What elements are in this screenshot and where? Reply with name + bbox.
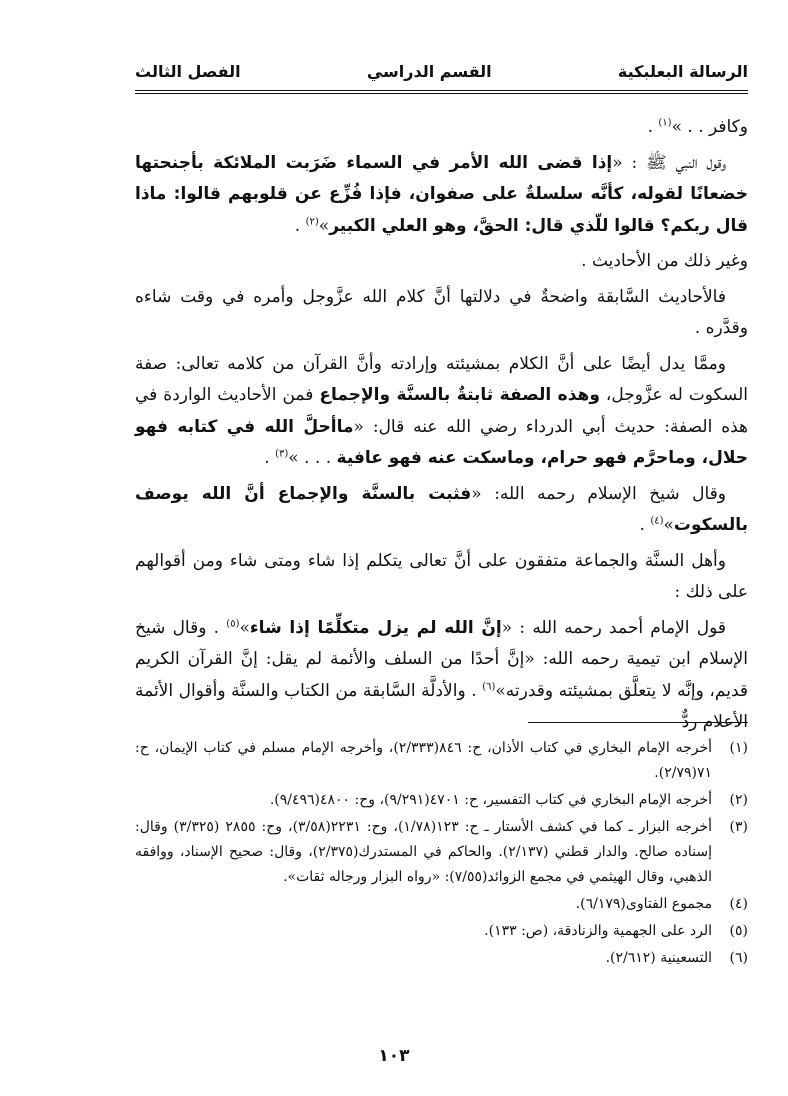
- footnote-ref: (٦): [482, 680, 496, 692]
- page-number: ١٠٣: [378, 1046, 410, 1066]
- footnote-number: (١): [729, 740, 748, 756]
- quote: فثبت بالسنَّة والإجماع أنَّ الله يوصف بالسكوت: [135, 483, 748, 535]
- footnote-ref: (١): [658, 117, 672, 129]
- footnote-ref: (٥): [226, 617, 240, 629]
- footnote: [135, 736, 748, 786]
- footnote-text: أخرجه البزار ـ كما في كشف الأستار ـ ح: ١٢٣(١/٧٨)، وح: ٢٢٣١(٣/٥٨)، وح: ٢٨٥٥ (٣/٣٢٥) وقال: إسناده صالح. والدار قطني (٢/١٣٧). والحاكم في المستدرك(٢/٣٧٥)، وقال: صحيح الإسناد، ووافقه الذهبي، وقال الهيثمي في مجمع الزوائد(٧/٥٥): «رواه البزار ورجاله ثقات».: [135, 819, 712, 885]
- footnote-number: (٣): [729, 819, 748, 835]
- paragraph: قول الإمام أحمد رحمه الله : «إنَّ الله لم يزل متكلِّمًا إذا شاء»$^{(٥)}$ . وقال شيخ الإسلام ابن تيمية رحمه الله: «إنَّ أحدًا من السلف والأئمة لم يقل: إنَّ القرآن الكريم قديم، وإنَّه لا يتعلَّق بمشيئته وقدرته»$^{(٦)}$ . والأدلَّة السَّابقة من الكتاب والسنَّة وأقوال الأئمة الأعلام ردٌّ: [135, 617, 748, 732]
- footnote-number: (٤): [729, 896, 748, 912]
- footnote-text: أخرجه الإمام البخاري في كتاب الأذان، ح: ٨٤٦(٢/٣٣٣)، وأخرجه الإمام مسلم في كتاب الإيمان، ح: ٧١(٢/٧٩).: [135, 740, 712, 781]
- paragraph: وقول النبي ﷺ : «إذا قضى الله الأمر في السماء ضَرَبت الملائكة بأجنحتها خضعانًا لقوله، كأنَّه سلسلةٌ على صفوان، فإذا فُزِّع عن قلوبهم قالوا: ماذا قال ربكم؟ قالوا للّذي قال: الحقَّ، وهو العلي الكبير»$^{(٢)}$ .: [135, 152, 748, 236]
- header-rule: [135, 90, 748, 91]
- footnote-number: (٥): [729, 923, 748, 939]
- footnote-text: الرد على الجهمية والزنادقة، (ص: ١٣٣).: [484, 923, 712, 939]
- quote: إنَّ الله لم يزل متكلِّمًا إذا شاء: [249, 617, 502, 638]
- header-rule-thin: [135, 93, 748, 94]
- header-chapter-title: الفصل الثالث: [135, 61, 241, 81]
- main-text: [135, 112, 748, 743]
- paragraph: وكافر . . »$^{(١)}$ .: [647, 117, 748, 137]
- paragraph: وأهل السنَّة والجماعة متفقون على أنَّ تعالى يتكلم إذا شاء ومتى شاء ومن أقوالهم على ذلك :: [135, 550, 748, 602]
- footnote-number: (٢): [729, 792, 748, 808]
- footnote: [135, 788, 748, 813]
- footnote: [135, 946, 748, 971]
- emphasis: وهذه الصفة ثابتةٌ بالسنَّة والإجماع: [319, 385, 600, 405]
- paragraph: وغير ذلك من الأحاديث .: [581, 251, 748, 271]
- header-book-title: الرسالة البعلبكية: [617, 61, 748, 81]
- paragraph: وممَّا يدل أيضًا على أنَّ الكلام بمشيئته وإرادته وأنَّ القرآن من كلامه تعالى: صفة السكوت له عزَّوجل، وهذه الصفة ثابتةٌ بالسنَّة والإجماع فمن الأحاديث الواردة في هذه الصفة: حديث أبي الدرداء رضي الله عنه قال: «ماأحلَّ الله في كتابه فهو حلال، وماحرَّم فهو حرام، وماسكت عنه فهو عافية . . . »$^{(٣)}$ .: [135, 353, 748, 468]
- hadith-quote: إذا قضى الله الأمر في السماء ضَرَبت الملائكة بأجنحتها خضعانًا لقوله، كأنَّه سلسلةٌ على صفوان، فإذا فُزِّع عن قلوبهم قالوا: ماذا قال ربكم؟ قالوا للّذي قال: الحقَّ، وهو العلي الكبير: [135, 152, 748, 236]
- footnote-text: مجموع الفتاوى(٦/١٧٩).: [575, 896, 712, 912]
- hadith-quote: ماأحلَّ الله في كتابه فهو حلال، وماحرَّم فهو حرام، وماسكت عنه فهو عافية: [135, 416, 748, 468]
- footnote-ref: (٤): [650, 515, 664, 527]
- footnote-text: التسعينية (٢/٦١٢).: [605, 950, 712, 966]
- footnote: [135, 815, 748, 890]
- footnote-ref: (٣): [275, 448, 289, 460]
- header-section-title: القسم الدراسي: [366, 61, 492, 81]
- footnote-text: أخرجه الإمام البخاري في كتاب التفسير، ح: ٤٧٠١(٩/٢٩١)، وح: ٤٨٠٠(٩/٤٩٦).: [269, 792, 712, 808]
- running-header: [135, 58, 748, 84]
- footnote-number: (٦): [729, 950, 748, 966]
- footnote: [135, 892, 748, 917]
- paragraph: فالأحاديث السَّابقة واضحةٌ في دلالتها أنَّ كلام الله عزَّوجل وأمره في وقت شاءه وقدَّره .: [135, 286, 748, 338]
- paragraph: وقال شيخ الإسلام رحمه الله: «فثبت بالسنَّة والإجماع أنَّ الله يوصف بالسكوت»$^{(٤)}$ .: [135, 483, 748, 535]
- footnote-separator: [528, 722, 748, 723]
- footnote-ref: (٢): [305, 215, 319, 227]
- footnote: [135, 919, 748, 944]
- footnotes: [135, 736, 748, 973]
